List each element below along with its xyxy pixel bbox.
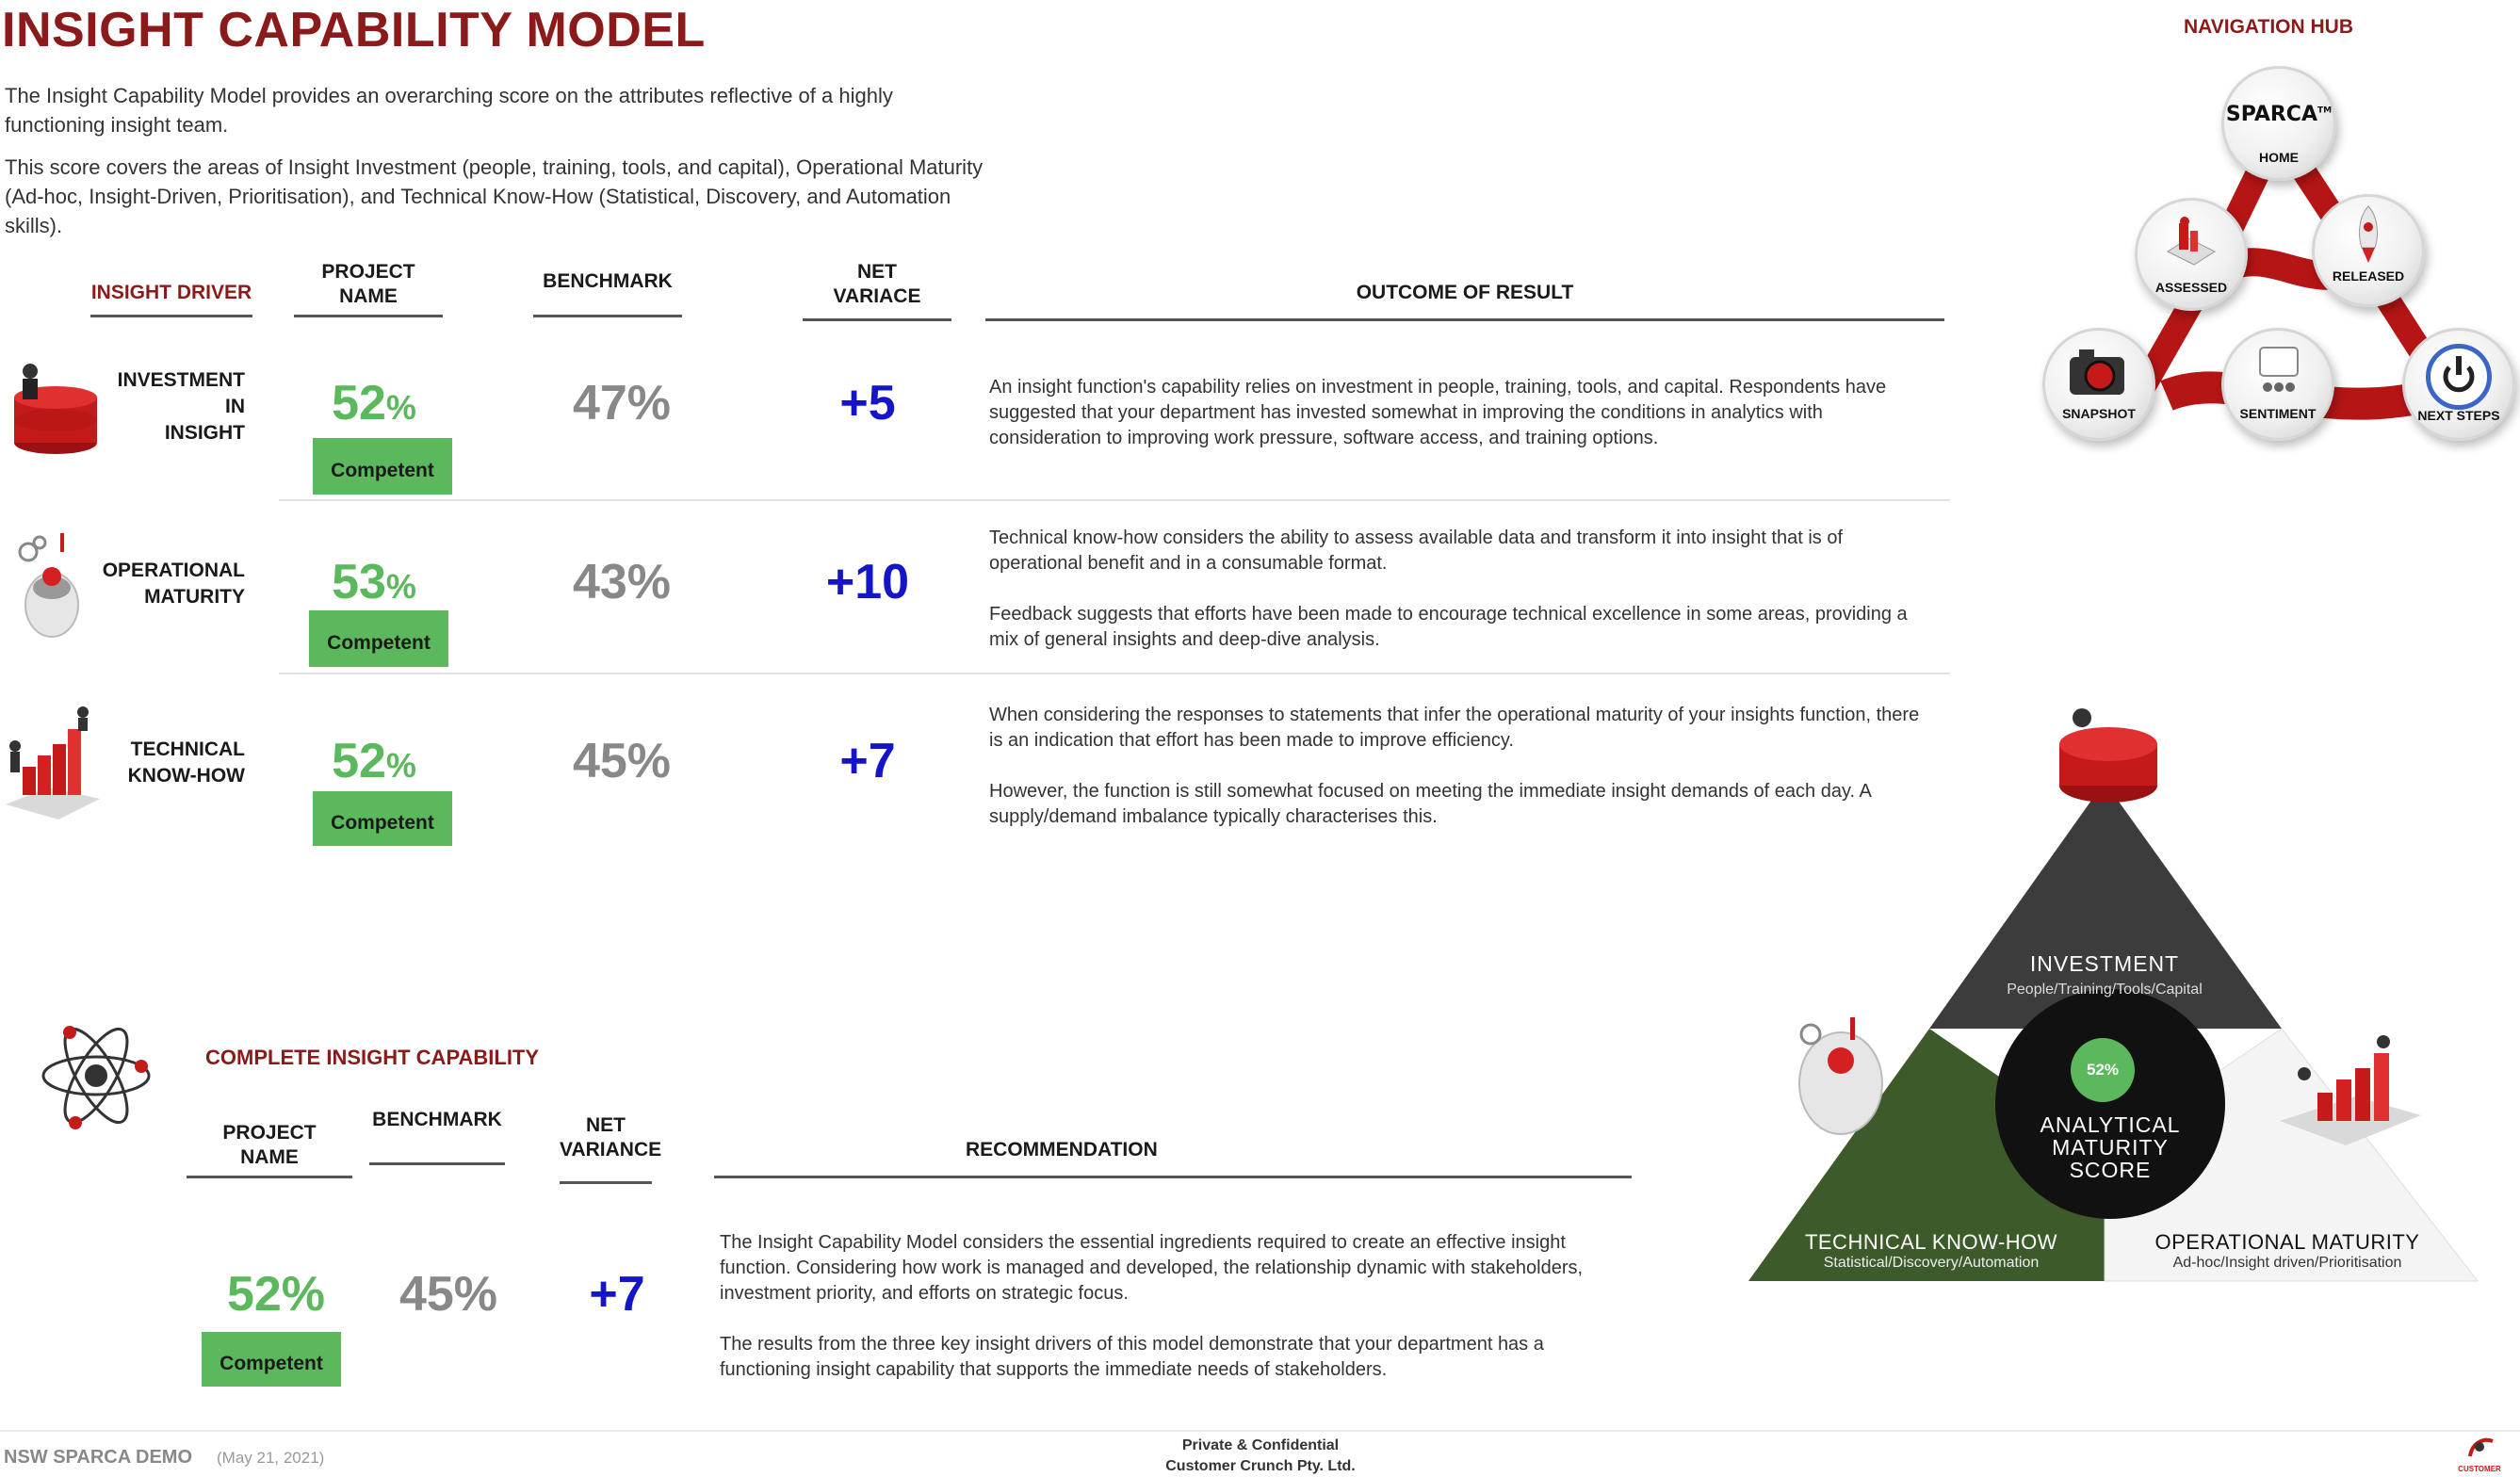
row-separator — [279, 499, 1950, 501]
complete-header-net-line2: VARIANCE — [560, 1139, 662, 1160]
project-score-investment: 52% — [332, 376, 416, 430]
header-net-variance — [803, 260, 951, 321]
nav-next-steps-button[interactable] — [2402, 328, 2515, 441]
complete-header-project-line1: PROJECT — [222, 1122, 317, 1144]
header-outcome: OUTCOME OF RESULT — [985, 281, 1944, 321]
sparca-tm: TM — [2317, 106, 2333, 116]
driver-label-line: OPERATIONAL — [102, 560, 245, 581]
power-icon — [2426, 344, 2492, 410]
footer-confidential-line2: Customer Crunch Pty. Ltd. — [1165, 1458, 1356, 1474]
center-line: MATURITY — [2052, 1135, 2169, 1160]
complete-badge: Competent — [202, 1332, 341, 1387]
complete-project-score: 52% — [226, 1267, 326, 1322]
driver-label-line: KNOW-HOW — [127, 765, 245, 787]
center-line: ANALYTICAL — [2040, 1112, 2181, 1137]
benchmark-investment: 47% — [572, 376, 672, 430]
atom-icon — [38, 1017, 154, 1134]
sparca-brand: SPARCA — [2225, 103, 2317, 126]
outcome-paragraph: However, the function is still somewhat focused on meeting the immediate insight demands of each day. A supply/demand imbalance typically characterises this. — [989, 781, 1871, 827]
nav-released-button[interactable] — [2312, 194, 2425, 307]
customer-crunch-logo-icon — [2451, 1434, 2508, 1460]
rocket-icon — [2343, 204, 2394, 265]
complete-benchmark: 45% — [398, 1267, 498, 1322]
camera-icon — [2066, 344, 2132, 400]
center-line: SCORE — [2069, 1158, 2152, 1182]
nav-home-label: HOME — [2259, 150, 2299, 165]
complete-header-project — [187, 1121, 352, 1178]
pyramid-operational-title: OPERATIONAL MATURITY — [2154, 1230, 2420, 1254]
nav-released-label: RELEASED — [2332, 268, 2405, 284]
nav-snapshot-label: SNAPSHOT — [2062, 406, 2136, 421]
complete-header-net-line1: NET — [586, 1114, 626, 1136]
row-separator — [279, 673, 1950, 674]
recommendation-paragraph: The Insight Capability Model considers the essential ingredients required to create an effective insight function. Considering how work is managed and developed, the relationship dynamic with stakeholders, investment priority, and efforts on strategic focus. — [720, 1232, 1584, 1304]
driver-label-technical — [85, 737, 245, 789]
complete-header-recommendation — [714, 1138, 1632, 1178]
nav-assessed-button[interactable] — [2135, 198, 2248, 311]
project-score-operational: 53% — [332, 555, 416, 609]
recommendation-paragraph: The results from the three key insight drivers of this model demonstrate that your department has a functioning insight capability that supports the immediate needs of stakeholders. — [720, 1334, 1544, 1380]
nav-next-steps-label: NEXT STEPS — [2417, 408, 2500, 423]
footer-date: (May 21, 2021) — [217, 1449, 325, 1467]
driver-label-line: INSIGHT — [164, 422, 245, 444]
driver-label-line: IN — [225, 396, 245, 417]
badge-operational: Competent — [309, 610, 448, 667]
benchmark-technical: 45% — [572, 734, 672, 788]
outcome-operational — [989, 526, 1912, 653]
intro-paragraph-1: The Insight Capability Model provides an overarching score on the attributes reflective of a highly functioning insight team. — [5, 84, 893, 137]
complete-net-variance: +7 — [589, 1267, 645, 1322]
complete-header-benchmark: BENCHMARK — [369, 1108, 505, 1165]
pyramid-score: 52% — [2086, 1061, 2120, 1079]
nav-sentiment-label: SENTIMENT — [2239, 406, 2317, 421]
driver-label-line: MATURITY — [144, 586, 245, 608]
driver-label-operational — [85, 558, 245, 610]
footer-confidential — [1072, 1436, 1449, 1477]
complete-recommendation-text — [720, 1230, 1605, 1383]
pyramid-operational-sub: Ad-hoc/Insight driven/Prioritisation — [2172, 1255, 2402, 1271]
pyramid-investment-sub: People/Training/Tools/Capital — [2007, 982, 2203, 998]
project-score-value: 52 — [332, 376, 386, 430]
assessed-icon — [2162, 214, 2219, 270]
pyramid-technical-title: TECHNICAL KNOW-HOW — [1804, 1230, 2058, 1254]
outcome-investment — [989, 375, 1912, 451]
project-score-value: 52 — [332, 734, 386, 788]
operational-icon — [9, 529, 94, 641]
complete-header-net — [560, 1113, 662, 1184]
header-project-line2: NAME — [339, 285, 398, 307]
footer-logo-text: CUSTOMER — [2458, 1465, 2501, 1473]
pyramid-investment-title: INVESTMENT — [2029, 951, 2180, 976]
outcome-paragraph: Feedback suggests that efforts have been made to encourage technical excellence in some areas, providing a mix of general insights and deep-dive analysis. — [989, 604, 1908, 650]
investment-icon — [4, 350, 98, 463]
driver-label-investment — [85, 367, 245, 446]
intro-paragraph-2: This score covers the areas of Insight Investment (people, training, tools, and capital), Operational Maturity (Ad-hoc, Insight-Driven, Prioritisation), and Technical Know-How (Statistical, Discovery, and Automation skills). — [5, 155, 984, 237]
header-project-line1: PROJECT — [321, 261, 415, 283]
footer-project-name: NSW SPARCA DEMO — [4, 1447, 192, 1468]
pyramid-center-label — [1997, 1113, 2223, 1181]
footer-confidential-line1: Private & Confidential — [1181, 1437, 1340, 1453]
complete-header-project-line2: NAME — [240, 1146, 299, 1168]
pyramid-technical-sub: Statistical/Discovery/Automation — [1823, 1255, 2040, 1271]
nav-sentiment-button[interactable] — [2221, 328, 2334, 441]
driver-label-line: TECHNICAL — [130, 738, 245, 760]
project-score-technical: 52% — [332, 734, 416, 788]
project-score-value: 53 — [332, 555, 386, 609]
net-variance-investment: +5 — [839, 376, 896, 430]
header-net-line1: NET — [857, 261, 897, 283]
complete-capability-title: COMPLETE INSIGHT CAPABILITY — [205, 1046, 540, 1069]
driver-label-line: INVESTMENT — [117, 369, 245, 391]
outcome-paragraph: An insight function's capability relies on investment in people, training, tools, and capital. Respondents have suggested that your department has invested somewhat in improving the conditions in analytics with consideration to improving work pressure, software access, and training options. — [989, 377, 1887, 448]
header-insight-driver: INSIGHT DRIVER — [90, 281, 252, 317]
maturity-pyramid — [1743, 706, 2478, 1290]
header-net-line2: VARIACE — [833, 285, 921, 307]
header-benchmark: BENCHMARK — [533, 269, 682, 317]
footer-divider — [0, 1430, 2520, 1432]
outcome-paragraph: Technical know-how considers the ability to assess available data and transform it into insight that is of operational benefit and in a consumable format. — [989, 528, 1844, 574]
nav-snapshot-button[interactable] — [2042, 328, 2155, 441]
footer-logo — [2451, 1434, 2508, 1471]
benchmark-operational: 43% — [572, 555, 672, 609]
net-variance-operational: +10 — [825, 555, 910, 609]
complete-header-recommendation-label: RECOMMENDATION — [966, 1139, 1158, 1160]
sentiment-icon — [2251, 344, 2307, 400]
nav-hub-title: NAVIGATION HUB — [2183, 16, 2354, 38]
badge-investment: Competent — [313, 438, 452, 495]
outcome-paragraph: When considering the responses to statements that infer the operational maturity of your insights function, there is an indication that effort has been made to improve efficiency. — [989, 705, 1920, 751]
badge-technical: Competent — [313, 791, 452, 846]
navigation-hub — [2025, 57, 2500, 490]
net-variance-technical: +7 — [839, 734, 896, 788]
page-title: INSIGHT CAPABILITY MODEL — [2, 3, 706, 57]
nav-home-button[interactable] — [2221, 66, 2336, 181]
header-project-name — [294, 260, 443, 317]
sparca-logo — [2224, 103, 2333, 126]
nav-assessed-label: ASSESSED — [2154, 280, 2228, 295]
